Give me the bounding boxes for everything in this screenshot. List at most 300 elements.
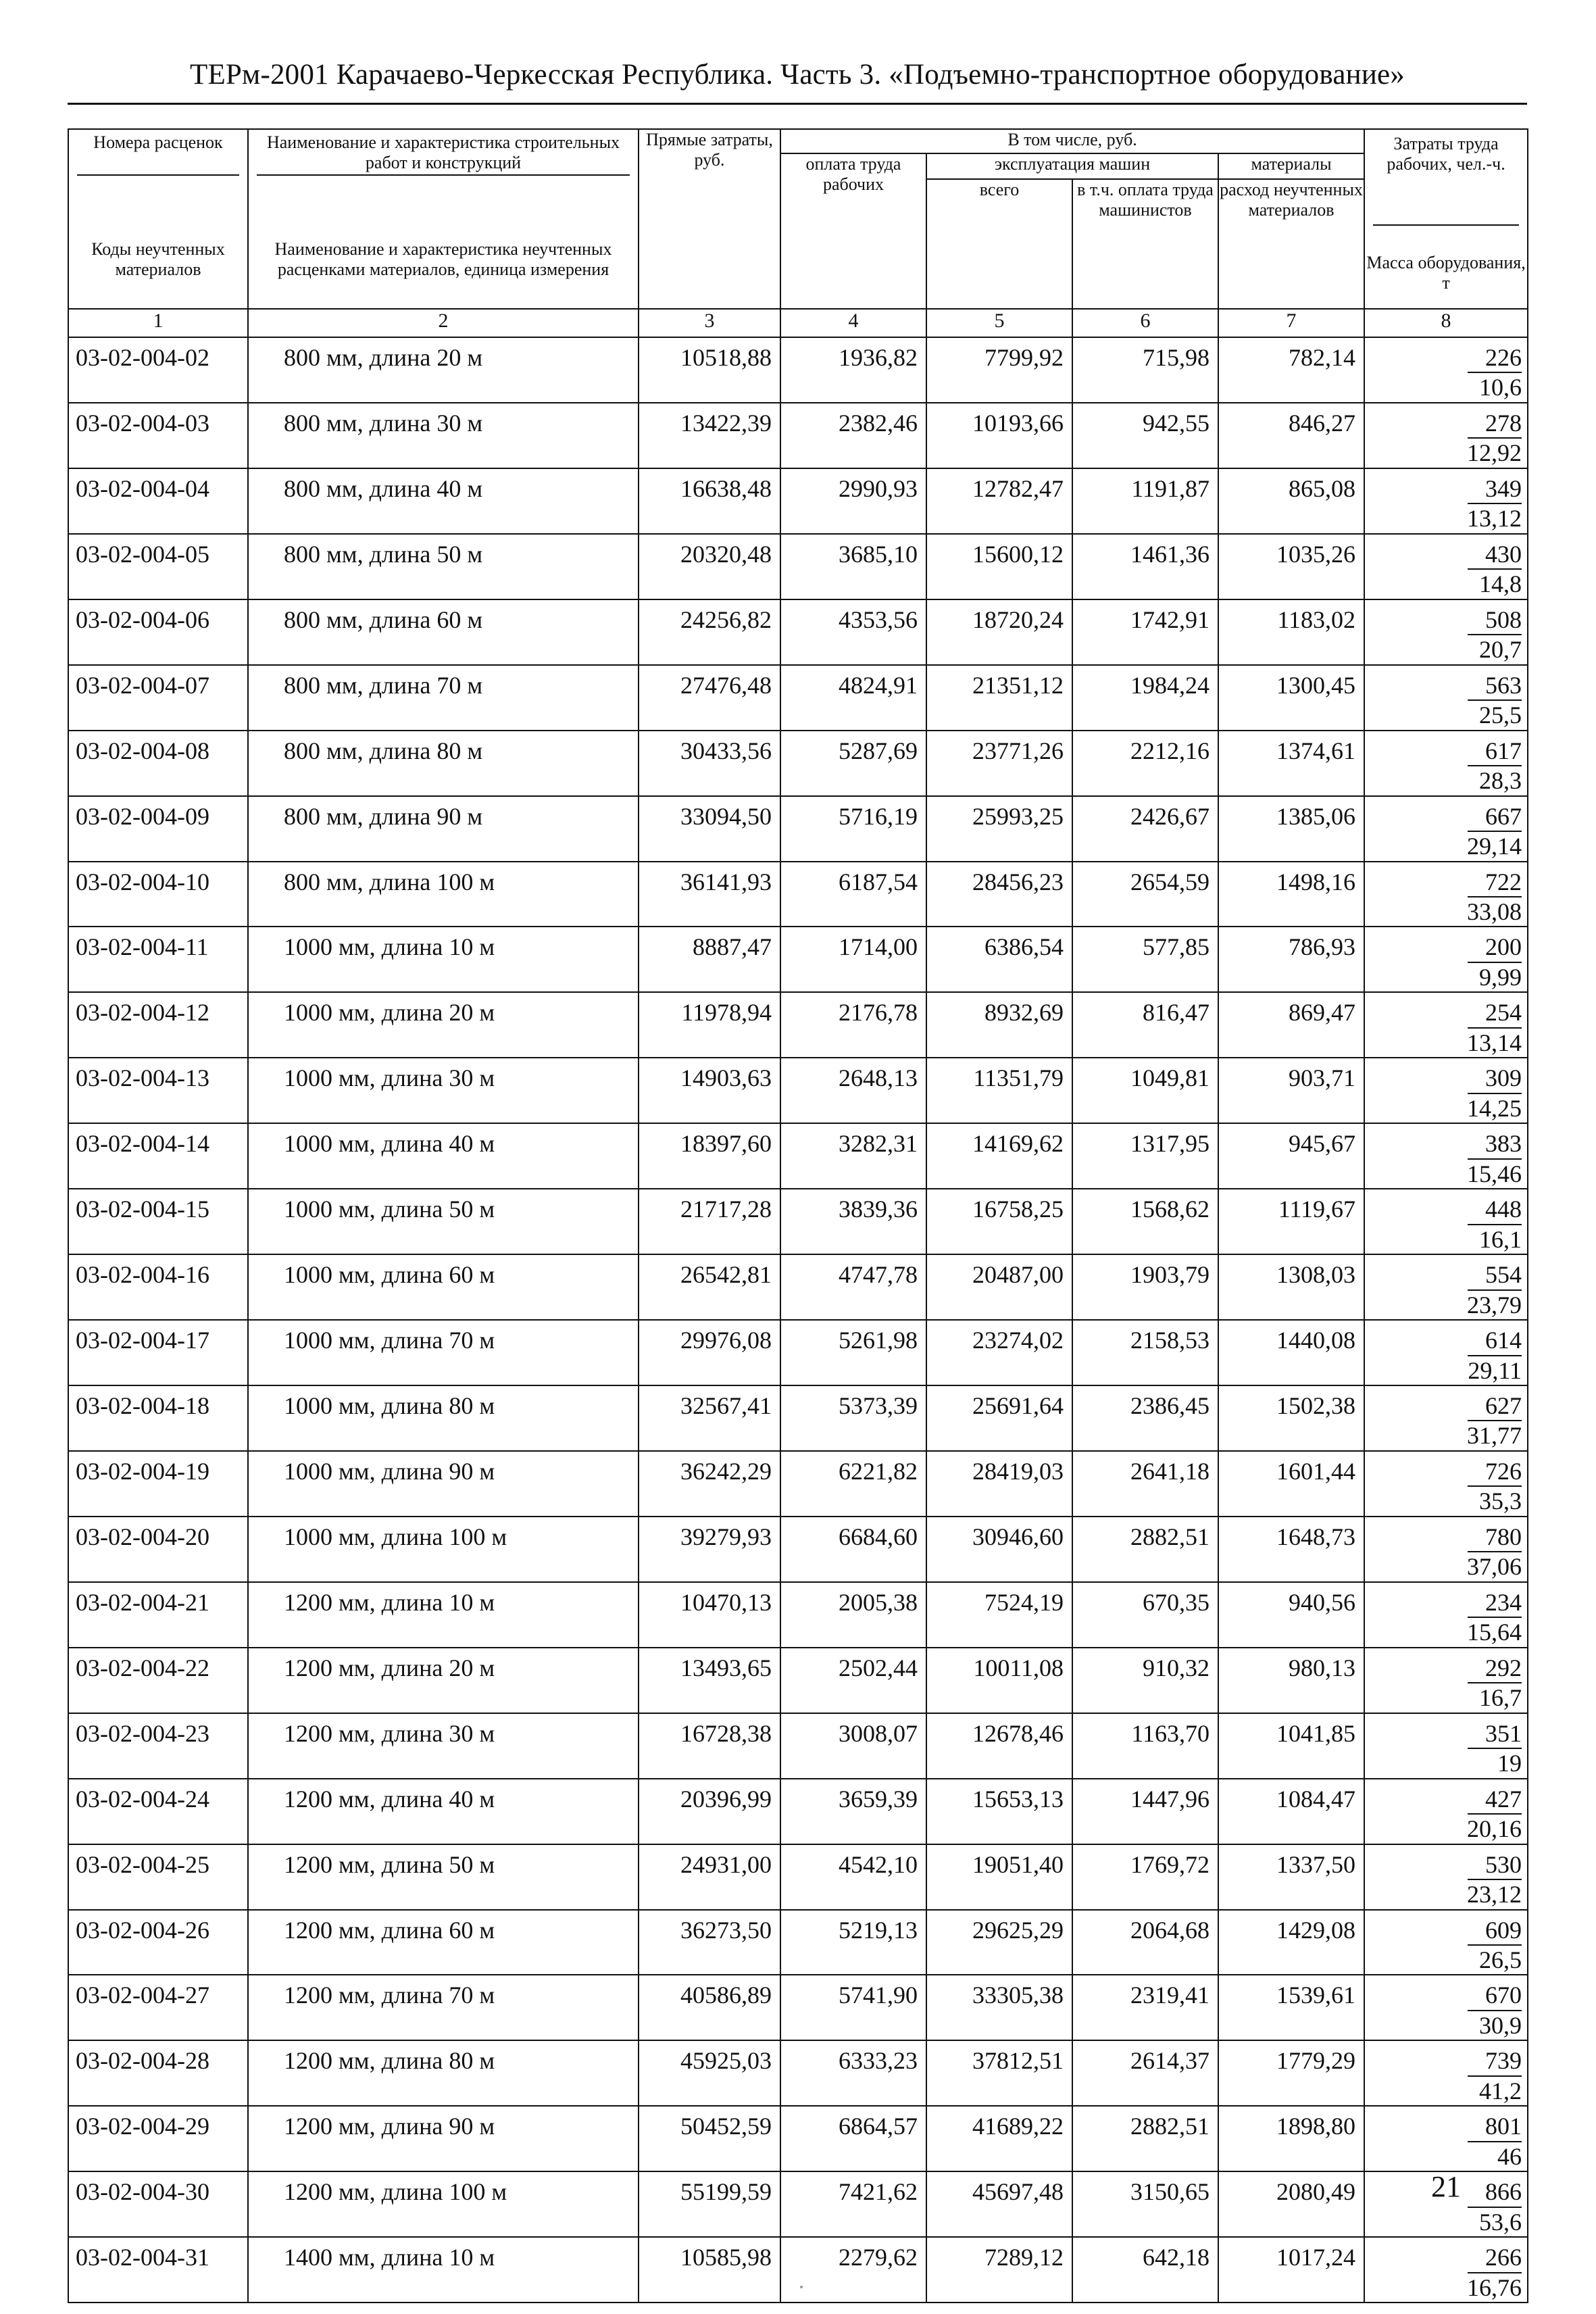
direct-costs: 18397,60 <box>639 1123 780 1189</box>
column-number: 3 <box>639 309 780 337</box>
table-row <box>68 1320 1528 1385</box>
machines-total: 8932,69 <box>926 992 1072 1058</box>
work-name: 1200 мм, длина 90 м <box>248 2106 639 2171</box>
equipment-mass: 28,3 <box>1479 767 1522 795</box>
equipment-mass: 14,25 <box>1467 1094 1522 1122</box>
worker-pay: 2279,62 <box>780 2237 926 2303</box>
work-name: 1000 мм, длина 100 м <box>248 1517 639 1582</box>
labor-mass-cell <box>1364 1123 1528 1189</box>
labor-hours: 866 <box>1468 2177 1522 2207</box>
direct-costs: 36273,50 <box>639 1910 780 1975</box>
rate-code: 03-02-004-07 <box>68 665 248 731</box>
table-row <box>68 1713 1528 1779</box>
rate-code: 03-02-004-15 <box>68 1189 248 1254</box>
labor-mass-cell <box>1364 1975 1528 2040</box>
labor-hours: 278 <box>1468 409 1522 439</box>
materials-cost: 1779,29 <box>1218 2040 1364 2106</box>
labor-mass-cell <box>1364 1713 1528 1779</box>
worker-pay: 3659,39 <box>780 1779 926 1844</box>
machines-total: 19051,40 <box>926 1844 1072 1910</box>
column-number: 2 <box>248 309 639 337</box>
column-number: 6 <box>1072 309 1218 337</box>
equipment-mass: 13,12 <box>1467 505 1522 533</box>
equipment-mass: 31,77 <box>1467 1422 1522 1450</box>
labor-hours: 430 <box>1468 540 1522 570</box>
table-row <box>68 862 1528 927</box>
machinist-pay: 2386,45 <box>1072 1385 1218 1451</box>
table-row <box>68 1582 1528 1648</box>
worker-pay: 5716,19 <box>780 796 926 862</box>
header-machines-total: всего <box>926 179 1072 309</box>
table-row <box>68 599 1528 665</box>
direct-costs: 21717,28 <box>639 1189 780 1254</box>
direct-costs: 26542,81 <box>639 1254 780 1320</box>
labor-hours: 801 <box>1468 2112 1522 2142</box>
work-name: 800 мм, длина 70 м <box>248 665 639 731</box>
labor-mass-cell <box>1364 1320 1528 1385</box>
machines-total: 30946,60 <box>926 1517 1072 1582</box>
machines-total: 10011,08 <box>926 1648 1072 1713</box>
materials-cost: 869,47 <box>1218 992 1364 1058</box>
machinist-pay: 2158,53 <box>1072 1320 1218 1385</box>
direct-costs: 36242,29 <box>639 1451 780 1517</box>
direct-costs: 29976,08 <box>639 1320 780 1385</box>
header-material-names: Наименование и характеристика неучтенных расценками материалов, единица измерения <box>274 239 612 280</box>
worker-pay: 3282,31 <box>780 1123 926 1189</box>
machines-total: 25691,64 <box>926 1385 1072 1451</box>
machines-total: 28419,03 <box>926 1451 1072 1517</box>
rate-code: 03-02-004-12 <box>68 992 248 1058</box>
work-name: 800 мм, длина 60 м <box>248 599 639 665</box>
equipment-mass: 20,7 <box>1479 636 1522 664</box>
table-row <box>68 1189 1528 1254</box>
labor-hours: 266 <box>1468 2243 1522 2273</box>
labor-hours: 226 <box>1468 343 1522 373</box>
machinist-pay: 2654,59 <box>1072 862 1218 927</box>
work-name: 1000 мм, длина 30 м <box>248 1058 639 1123</box>
header-group-materials: материалы <box>1218 153 1364 179</box>
work-name: 1000 мм, длина 40 м <box>248 1123 639 1189</box>
materials-cost: 945,67 <box>1218 1123 1364 1189</box>
rate-code: 03-02-004-14 <box>68 1123 248 1189</box>
rate-code: 03-02-004-31 <box>68 2237 248 2303</box>
column-number: 8 <box>1364 309 1528 337</box>
rate-code: 03-02-004-23 <box>68 1713 248 1779</box>
direct-costs: 32567,41 <box>639 1385 780 1451</box>
table-row <box>68 1648 1528 1713</box>
worker-pay: 2502,44 <box>780 1648 926 1713</box>
labor-mass-cell <box>1364 1385 1528 1451</box>
machines-total: 25993,25 <box>926 796 1072 862</box>
machinist-pay: 577,85 <box>1072 927 1218 992</box>
rate-code: 03-02-004-17 <box>68 1320 248 1385</box>
machinist-pay: 3150,65 <box>1072 2171 1218 2237</box>
labor-mass-cell <box>1364 1779 1528 1844</box>
materials-cost: 1035,26 <box>1218 534 1364 599</box>
equipment-mass: 16,1 <box>1479 1225 1522 1253</box>
work-name: 800 мм, длина 30 м <box>248 403 639 468</box>
materials-cost: 1539,61 <box>1218 1975 1364 2040</box>
materials-cost: 1648,73 <box>1218 1517 1364 1582</box>
machinist-pay: 2064,68 <box>1072 1910 1218 1975</box>
equipment-mass: 15,46 <box>1467 1160 1522 1187</box>
work-name: 800 мм, длина 100 м <box>248 862 639 927</box>
labor-mass-cell <box>1364 1058 1528 1123</box>
materials-cost: 903,71 <box>1218 1058 1364 1123</box>
equipment-mass: 16,76 <box>1467 2273 1522 2301</box>
materials-cost: 1119,67 <box>1218 1189 1364 1254</box>
column-number: 1 <box>68 309 248 337</box>
direct-costs: 10585,98 <box>639 2237 780 2303</box>
machinist-pay: 2641,18 <box>1072 1451 1218 1517</box>
work-name: 1200 мм, длина 60 м <box>248 1910 639 1975</box>
rate-code: 03-02-004-25 <box>68 1844 248 1910</box>
work-name: 800 мм, длина 90 м <box>248 796 639 862</box>
header-group-main: В том числе, руб. <box>780 129 1364 153</box>
machines-total: 41689,22 <box>926 2106 1072 2171</box>
table-row <box>68 534 1528 599</box>
direct-costs: 33094,50 <box>639 796 780 862</box>
machines-total: 23771,26 <box>926 731 1072 796</box>
equipment-mass: 29,11 <box>1468 1356 1522 1384</box>
labor-hours: 234 <box>1468 1588 1522 1618</box>
labor-mass-cell <box>1364 1844 1528 1910</box>
header-codes <box>68 129 248 309</box>
column-number: 5 <box>926 309 1072 337</box>
worker-pay: 5373,39 <box>780 1385 926 1451</box>
machines-total: 12678,46 <box>926 1713 1072 1779</box>
direct-costs: 50452,59 <box>639 2106 780 2171</box>
machinist-pay: 1447,96 <box>1072 1779 1218 1844</box>
rate-code: 03-02-004-27 <box>68 1975 248 2040</box>
table-row <box>68 796 1528 862</box>
worker-pay: 4824,91 <box>780 665 926 731</box>
machinist-pay: 1191,87 <box>1072 468 1218 534</box>
worker-pay: 5741,90 <box>780 1975 926 2040</box>
machinist-pay: 2319,41 <box>1072 1975 1218 2040</box>
title-divider <box>68 103 1527 105</box>
header-row-1 <box>68 129 1528 153</box>
work-name: 1200 мм, длина 40 м <box>248 1779 639 1844</box>
table-row <box>68 1254 1528 1320</box>
work-name: 1200 мм, длина 100 м <box>248 2171 639 2237</box>
machinist-pay: 2882,51 <box>1072 2106 1218 2171</box>
labor-mass-cell <box>1364 796 1528 862</box>
materials-cost: 786,93 <box>1218 927 1364 992</box>
machines-total: 14169,62 <box>926 1123 1072 1189</box>
labor-hours: 383 <box>1468 1129 1522 1159</box>
header-rate-numbers: Номера расценок <box>93 132 223 152</box>
materials-cost: 1601,44 <box>1218 1451 1364 1517</box>
labor-hours: 667 <box>1468 802 1522 832</box>
worker-pay: 4542,10 <box>780 1844 926 1910</box>
machines-total: 37812,51 <box>926 2040 1072 2106</box>
materials-cost: 1183,02 <box>1218 599 1364 665</box>
direct-costs: 11978,94 <box>639 992 780 1058</box>
work-name: 1000 мм, длина 80 м <box>248 1385 639 1451</box>
labor-hours: 617 <box>1468 737 1522 766</box>
worker-pay: 6333,23 <box>780 2040 926 2106</box>
table-row <box>68 468 1528 534</box>
equipment-mass: 15,64 <box>1467 1619 1522 1646</box>
machinist-pay: 2614,37 <box>1072 2040 1218 2106</box>
labor-mass-cell <box>1364 1517 1528 1582</box>
labor-mass-cell <box>1364 862 1528 927</box>
column-number-row <box>68 309 1528 337</box>
materials-cost: 940,56 <box>1218 1582 1364 1648</box>
machines-total: 7289,12 <box>926 2237 1072 2303</box>
machinist-pay: 1461,36 <box>1072 534 1218 599</box>
equipment-mass: 14,8 <box>1479 570 1522 598</box>
direct-costs: 13422,39 <box>639 403 780 468</box>
rate-code: 03-02-004-29 <box>68 2106 248 2171</box>
machines-total: 29625,29 <box>926 1910 1072 1975</box>
worker-pay: 2648,13 <box>780 1058 926 1123</box>
direct-costs: 36141,93 <box>639 862 780 927</box>
rates-table <box>68 128 1528 2303</box>
work-name: 1200 мм, длина 50 м <box>248 1844 639 1910</box>
rate-code: 03-02-004-13 <box>68 1058 248 1123</box>
header-worker-pay: оплата труда рабочих <box>780 153 926 309</box>
materials-cost: 1385,06 <box>1218 796 1364 862</box>
labor-hours: 427 <box>1468 1785 1522 1815</box>
worker-pay: 1936,82 <box>780 337 926 403</box>
table-row <box>68 2106 1528 2171</box>
equipment-mass: 26,5 <box>1479 1946 1522 1973</box>
worker-pay: 2382,46 <box>780 403 926 468</box>
table-row <box>68 731 1528 796</box>
materials-cost: 1041,85 <box>1218 1713 1364 1779</box>
machines-total: 10193,66 <box>926 403 1072 468</box>
equipment-mass: 23,12 <box>1467 1881 1522 1909</box>
labor-hours: 739 <box>1468 2046 1522 2076</box>
materials-cost: 1429,08 <box>1218 1910 1364 1975</box>
labor-mass-cell <box>1364 1582 1528 1648</box>
machines-total: 21351,12 <box>926 665 1072 731</box>
labor-hours: 780 <box>1468 1523 1522 1552</box>
materials-cost: 980,13 <box>1218 1648 1364 1713</box>
rate-code: 03-02-004-24 <box>68 1779 248 1844</box>
materials-cost: 1374,61 <box>1218 731 1364 796</box>
worker-pay: 5287,69 <box>780 731 926 796</box>
direct-costs: 8887,47 <box>639 927 780 992</box>
table-row <box>68 1844 1528 1910</box>
worker-pay: 4747,78 <box>780 1254 926 1320</box>
work-name: 800 мм, длина 40 м <box>248 468 639 534</box>
machinist-pay: 670,35 <box>1072 1582 1218 1648</box>
labor-hours: 254 <box>1468 998 1522 1028</box>
machinist-pay: 2426,67 <box>1072 796 1218 862</box>
equipment-mass: 29,14 <box>1467 833 1522 860</box>
equipment-mass: 37,06 <box>1467 1553 1522 1581</box>
machinist-pay: 642,18 <box>1072 2237 1218 2303</box>
direct-costs: 24931,00 <box>639 1844 780 1910</box>
work-name: 1400 мм, длина 10 м <box>248 2237 639 2303</box>
direct-costs: 40586,89 <box>639 1975 780 2040</box>
worker-pay: 6684,60 <box>780 1517 926 1582</box>
equipment-mass: 35,3 <box>1479 1487 1522 1515</box>
labor-mass-cell <box>1364 2106 1528 2171</box>
labor-hours: 609 <box>1468 1916 1522 1946</box>
equipment-mass: 41,2 <box>1479 2077 1522 2104</box>
rate-code: 03-02-004-10 <box>68 862 248 927</box>
machines-total: 12782,47 <box>926 468 1072 534</box>
table-row <box>68 1517 1528 1582</box>
machinist-pay: 1742,91 <box>1072 599 1218 665</box>
table-row <box>68 2237 1528 2303</box>
machines-total: 15653,13 <box>926 1779 1072 1844</box>
labor-mass-cell <box>1364 1254 1528 1320</box>
worker-pay: 6187,54 <box>780 862 926 927</box>
machines-total: 16758,25 <box>926 1189 1072 1254</box>
header-material-codes: Коды неучтенных материалов <box>91 239 225 280</box>
labor-hours: 349 <box>1468 474 1522 504</box>
header-work-names: Наименование и характеристика строительных работ и конструкций <box>266 132 620 172</box>
labor-hours: 200 <box>1468 933 1522 962</box>
materials-cost: 1502,38 <box>1218 1385 1364 1451</box>
machines-total: 20487,00 <box>926 1254 1072 1320</box>
equipment-mass: 23,79 <box>1467 1291 1522 1319</box>
work-name: 800 мм, длина 80 м <box>248 731 639 796</box>
table-row <box>68 1385 1528 1451</box>
machinist-pay: 2882,51 <box>1072 1517 1218 1582</box>
labor-mass-cell <box>1364 2040 1528 2106</box>
direct-costs: 30433,56 <box>639 731 780 796</box>
equipment-mass: 33,08 <box>1467 897 1522 925</box>
direct-costs: 39279,93 <box>639 1517 780 1582</box>
materials-cost: 1308,03 <box>1218 1254 1364 1320</box>
worker-pay: 2176,78 <box>780 992 926 1058</box>
direct-costs: 24256,82 <box>639 599 780 665</box>
labor-hours: 726 <box>1468 1457 1522 1487</box>
direct-costs: 14903,63 <box>639 1058 780 1123</box>
equipment-mass: 13,14 <box>1467 1029 1522 1056</box>
labor-mass-cell <box>1364 1648 1528 1713</box>
machinist-pay: 1984,24 <box>1072 665 1218 731</box>
labor-mass-cell <box>1364 403 1528 468</box>
rate-code: 03-02-004-05 <box>68 534 248 599</box>
labor-hours: 554 <box>1468 1260 1522 1290</box>
rate-code: 03-02-004-08 <box>68 731 248 796</box>
worker-pay: 1714,00 <box>780 927 926 992</box>
materials-cost: 865,08 <box>1218 468 1364 534</box>
labor-mass-cell <box>1364 337 1528 403</box>
work-name: 1000 мм, длина 60 м <box>248 1254 639 1320</box>
machinist-pay: 816,47 <box>1072 992 1218 1058</box>
direct-costs: 16728,38 <box>639 1713 780 1779</box>
labor-mass-cell <box>1364 1910 1528 1975</box>
worker-pay: 2005,38 <box>780 1582 926 1648</box>
machinist-pay: 1317,95 <box>1072 1123 1218 1189</box>
rate-code: 03-02-004-11 <box>68 927 248 992</box>
direct-costs: 20396,99 <box>639 1779 780 1844</box>
table-row <box>68 1123 1528 1189</box>
materials-cost: 1337,50 <box>1218 1844 1364 1910</box>
machinist-pay: 1903,79 <box>1072 1254 1218 1320</box>
table-row <box>68 1910 1528 1975</box>
worker-pay: 3839,36 <box>780 1189 926 1254</box>
header-last <box>1364 129 1528 309</box>
machines-total: 45697,48 <box>926 2171 1072 2237</box>
labor-hours: 448 <box>1468 1195 1522 1225</box>
labor-hours: 351 <box>1468 1719 1522 1749</box>
labor-mass-cell <box>1364 534 1528 599</box>
direct-costs: 55199,59 <box>639 2171 780 2237</box>
labor-mass-cell <box>1364 927 1528 992</box>
table-row <box>68 1058 1528 1123</box>
materials-cost: 1017,24 <box>1218 2237 1364 2303</box>
work-name: 800 мм, длина 50 м <box>248 534 639 599</box>
table-row <box>68 337 1528 403</box>
labor-hours: 530 <box>1468 1850 1522 1880</box>
worker-pay: 2990,93 <box>780 468 926 534</box>
machinist-pay: 1769,72 <box>1072 1844 1218 1910</box>
equipment-mass: 16,7 <box>1479 1684 1522 1712</box>
table-body <box>68 337 1528 2303</box>
header-names <box>248 129 639 309</box>
work-name: 1200 мм, длина 20 м <box>248 1648 639 1713</box>
labor-hours: 563 <box>1468 671 1522 701</box>
work-name: 1200 мм, длина 70 м <box>248 1975 639 2040</box>
direct-costs: 45925,03 <box>639 2040 780 2106</box>
worker-pay: 4353,56 <box>780 599 926 665</box>
page-number: 21 <box>1431 2170 1461 2203</box>
labor-hours: 670 <box>1468 1981 1522 2011</box>
worker-pay: 7421,62 <box>780 2171 926 2237</box>
materials-cost: 1440,08 <box>1218 1320 1364 1385</box>
header-equipment-mass: Масса оборудования, т <box>1366 253 1526 293</box>
machines-total: 7799,92 <box>926 337 1072 403</box>
worker-pay: 5261,98 <box>780 1320 926 1385</box>
rate-code: 03-02-004-20 <box>68 1517 248 1582</box>
direct-costs: 13493,65 <box>639 1648 780 1713</box>
labor-hours: 309 <box>1468 1064 1522 1093</box>
direct-costs: 10518,88 <box>639 337 780 403</box>
labor-hours: 614 <box>1468 1326 1522 1356</box>
page-title: ТЕРм-2001 Карачаево-Черкесская Республика. Часть 3. «Подъемно-транспортное оборудование» <box>189 59 1405 91</box>
machinist-pay: 1049,81 <box>1072 1058 1218 1123</box>
work-name: 1000 мм, длина 70 м <box>248 1320 639 1385</box>
rate-code: 03-02-004-06 <box>68 599 248 665</box>
materials-cost: 846,27 <box>1218 403 1364 468</box>
machines-total: 15600,12 <box>926 534 1072 599</box>
labor-hours: 722 <box>1468 868 1522 897</box>
table-row <box>68 665 1528 731</box>
rate-code: 03-02-004-26 <box>68 1910 248 1975</box>
materials-cost: 782,14 <box>1218 337 1364 403</box>
machines-total: 33305,38 <box>926 1975 1072 2040</box>
labor-mass-cell <box>1364 665 1528 731</box>
table-row <box>68 1779 1528 1844</box>
work-name: 1000 мм, длина 50 м <box>248 1189 639 1254</box>
rate-code: 03-02-004-22 <box>68 1648 248 1713</box>
table-row <box>68 2040 1528 2106</box>
rate-code: 03-02-004-09 <box>68 796 248 862</box>
equipment-mass: 25,5 <box>1479 701 1522 729</box>
header-machinist-pay: в т.ч. оплата труда машинистов <box>1072 179 1218 309</box>
equipment-mass: 53,6 <box>1479 2208 1522 2236</box>
table-row <box>68 992 1528 1058</box>
equipment-mass: 9,99 <box>1479 963 1522 991</box>
table-row <box>68 1975 1528 2040</box>
rate-code: 03-02-004-03 <box>68 403 248 468</box>
equipment-mass: 46 <box>1497 2142 1522 2170</box>
rate-code: 03-02-004-18 <box>68 1385 248 1451</box>
machines-total: 6386,54 <box>926 927 1072 992</box>
header-material-consumption: расход неучтенных материалов <box>1218 179 1364 309</box>
machines-total: 18720,24 <box>926 599 1072 665</box>
materials-cost: 1898,80 <box>1218 2106 1364 2171</box>
